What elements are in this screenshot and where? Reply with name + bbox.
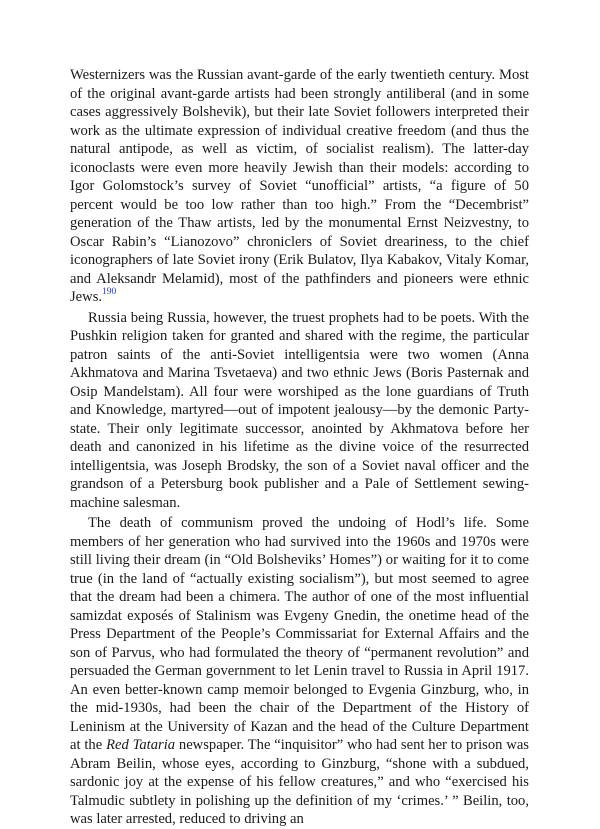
paragraph-poets (70, 309, 529, 513)
paragraph-death-of-communism (70, 514, 529, 829)
paragraph-text: Westernizers was the Russian avant-garde of the early twentieth century. Most of the original avant-garde artists had been strongly antiliberal (and in some cases aggressively Bolshevik), but their late Soviet followers interpreted their work as the ultimate expression of individual creative freedom (and thus the natural antipode, as well as victim, of socialist realism). The latter-day iconoclasts were even more heavily Jewish than their models: according to Igor Golomstock’s survey of Soviet “unofficial” artists, “a figure of 50 percent would be too low rather than too high.” From the “Decembrist” generation of the Thaw artists, led by the monumental Ernst Neizvestny, to Oscar Rabin’s “Lianozovo” chroniclers of Soviet dreariness, to the chief iconographers of late Soviet irony (Erik Bulatov, Ilya Kabakov, Vitaly Komar, and Aleksandr Melamid), most of the pathfinders and pioneers were ethnic Jews. (70, 67, 529, 305)
document-page (70, 66, 529, 829)
paragraph-text-after-italic: newspaper. The “inquisitor” who had sent her to prison was Abram Beilin, whose eyes, according to Ginzburg, “shone with a subdued, sardonic joy at the expense of his fellow creatures,” and who “exercised his Talmudic subtlety in polishing up the definition of my ‘crimes.’ ” Beilin, too, was later arrested, reduced to driving an (70, 737, 529, 827)
newspaper-title-italic: Red Tataria (106, 737, 176, 753)
footnote-link-190[interactable]: 190 (102, 287, 117, 298)
paragraph-text-before-italic: The death of communism proved the undoing of Hodl’s life. Some members of her generation who had survived into the 1960s and 1970s were still living their dream (in “Old Bolsheviks’ Homes”) or waiting for it to come true (in the land of “actually existing socialism”), but most seemed to agree that the dream had been a chimera. The author of one of the most influential samizdat exposés of Stalinism was Evgeny Gnedin, the onetime head of the Press Department of the People’s Commissariat for External Affairs and the son of Parvus, who had formulated the theory of “permanent revolution” and persuaded the German government to let Lenin travel to Russia in April 1917. An even better-known camp memoir belonged to Evgenia Ginzburg, who, in the mid-1930s, had been the chair of the Department of the History of Leninism at the University of Kazan and the head of the Culture Department at the (70, 515, 529, 753)
paragraph-avant-garde (70, 66, 529, 307)
paragraph-text: Russia being Russia, however, the truest prophets had to be poets. With the Pushkin religion taken for granted and shared with the regime, the particular patron saints of the anti-Soviet intelligentsia were two women (Anna Akhmatova and Marina Tsvetaeva) and two ethnic Jews (Boris Pasternak and Osip Mandelstam). All four were worshiped as the lone guardians of Truth and Knowledge, martyred—out of impotent jealousy—by the demonic Party-state. Their only legitimate successor, anointed by Akhmatova before her death and canonized in his lifetime as the divine voice of the resurrected intelligentsia, was Joseph Brodsky, the son of a Soviet naval officer and the grandson of a Petersburg book publisher and a Pale of Settlement sewing-machine salesman. (70, 309, 529, 511)
